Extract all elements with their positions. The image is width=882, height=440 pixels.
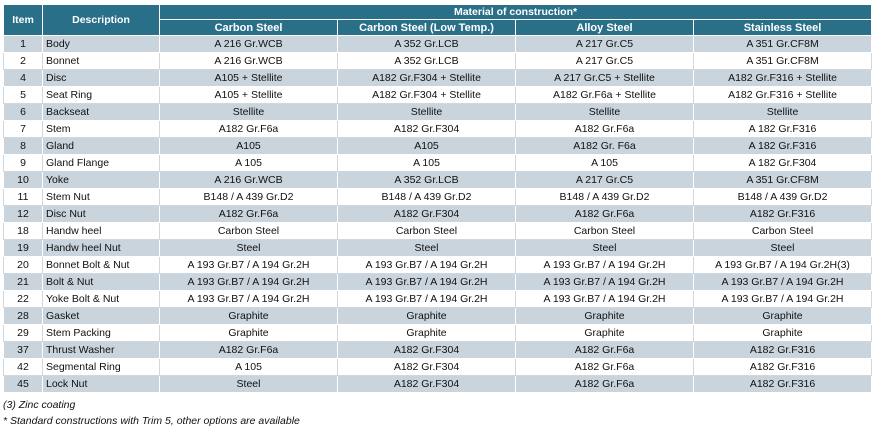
cell-material: A 193 Gr.B7 / A 194 Gr.2H <box>516 291 694 308</box>
cell-material: A 105 <box>160 359 338 376</box>
cell-item: 12 <box>4 206 43 223</box>
cell-material: Stellite <box>160 104 338 121</box>
table-row <box>4 342 872 359</box>
cell-item: 1 <box>4 36 43 53</box>
cell-material: A 193 Gr.B7 / A 194 Gr.2H <box>516 257 694 274</box>
cell-material: A 193 Gr.B7 / A 194 Gr.2H <box>338 291 516 308</box>
cell-material: A 182 Gr.F316 <box>694 138 872 155</box>
cell-item: 18 <box>4 223 43 240</box>
cell-description: Disc Nut <box>43 206 160 223</box>
cell-material: A 351 Gr.CF8M <box>694 36 872 53</box>
table-row <box>4 291 872 308</box>
cell-description: Thrust Washer <box>43 342 160 359</box>
cell-item: 2 <box>4 53 43 70</box>
cell-material: Graphite <box>338 308 516 325</box>
cell-item: 45 <box>4 376 43 393</box>
cell-item: 6 <box>4 104 43 121</box>
cell-material: B148 / A 439 Gr.D2 <box>160 189 338 206</box>
cell-material: A182 Gr.F316 <box>694 376 872 393</box>
cell-material: A 216 Gr.WCB <box>160 172 338 189</box>
cell-material: A 193 Gr.B7 / A 194 Gr.2H <box>160 274 338 291</box>
table-row <box>4 155 872 172</box>
cell-material: A182 Gr.F316 <box>694 359 872 376</box>
cell-material: A182 Gr.F6a <box>516 121 694 138</box>
cell-description: Bonnet Bolt & Nut <box>43 257 160 274</box>
note-standard-constructions: * Standard constructions with Trim 5, other options are available <box>3 415 300 427</box>
cell-material: A 352 Gr.LCB <box>338 172 516 189</box>
cell-material: A182 Gr.F304 <box>338 206 516 223</box>
cell-item: 11 <box>4 189 43 206</box>
cell-material: B148 / A 439 Gr.D2 <box>694 189 872 206</box>
cell-item: 37 <box>4 342 43 359</box>
header-stainless-steel: Stainless Steel <box>694 20 872 36</box>
cell-material: Graphite <box>694 325 872 342</box>
header-item: Item <box>4 5 43 36</box>
cell-item: 5 <box>4 87 43 104</box>
cell-material: A 351 Gr.CF8M <box>694 172 872 189</box>
cell-material: A182 Gr.F6a <box>516 342 694 359</box>
cell-material: A182 Gr.F6a + Stellite <box>516 87 694 104</box>
cell-material: A182 Gr.F6a <box>516 206 694 223</box>
cell-material: A182 Gr.F304 <box>338 121 516 138</box>
cell-material: A182 Gr.F6a <box>160 342 338 359</box>
table-row <box>4 87 872 104</box>
cell-material: A 193 Gr.B7 / A 194 Gr.2H <box>694 274 872 291</box>
cell-material: A 105 <box>160 155 338 172</box>
note-zinc-coating: (3) Zinc coating <box>3 399 76 411</box>
cell-material: Steel <box>338 240 516 257</box>
cell-material: A 193 Gr.B7 / A 194 Gr.2H <box>160 291 338 308</box>
table-row <box>4 240 872 257</box>
cell-description: Stem Packing <box>43 325 160 342</box>
cell-material: A 216 Gr.WCB <box>160 36 338 53</box>
cell-material: A105 <box>160 138 338 155</box>
cell-material: A 351 Gr.CF8M <box>694 53 872 70</box>
cell-material: A 105 <box>338 155 516 172</box>
cell-description: Bolt & Nut <box>43 274 160 291</box>
cell-material: A 217 Gr.C5 <box>516 172 694 189</box>
cell-item: 29 <box>4 325 43 342</box>
table-row <box>4 376 872 393</box>
header-alloy-steel: Alloy Steel <box>516 20 694 36</box>
cell-material: A182 Gr.F316 + Stellite <box>694 70 872 87</box>
cell-material: A 193 Gr.B7 / A 194 Gr.2H <box>338 257 516 274</box>
cell-material: A182 Gr.F6a <box>516 359 694 376</box>
cell-material: Stellite <box>338 104 516 121</box>
cell-material: A105 + Stellite <box>160 70 338 87</box>
cell-material: A182 Gr.F6a <box>516 376 694 393</box>
cell-material: A 217 Gr.C5 + Stellite <box>516 70 694 87</box>
cell-material: A 105 <box>516 155 694 172</box>
table-row <box>4 325 872 342</box>
cell-material: Steel <box>516 240 694 257</box>
cell-material: A 193 Gr.B7 / A 194 Gr.2H <box>160 257 338 274</box>
cell-description: Handw heel <box>43 223 160 240</box>
cell-material: Carbon Steel <box>338 223 516 240</box>
cell-description: Yoke Bolt & Nut <box>43 291 160 308</box>
cell-material: Steel <box>694 240 872 257</box>
cell-material: A182 Gr.F6a <box>160 206 338 223</box>
cell-description: Yoke <box>43 172 160 189</box>
cell-material: A 217 Gr.C5 <box>516 36 694 53</box>
cell-material: Carbon Steel <box>516 223 694 240</box>
cell-material: A 217 Gr.C5 <box>516 53 694 70</box>
cell-material: Graphite <box>160 325 338 342</box>
table-row <box>4 223 872 240</box>
cell-material: A 193 Gr.B7 / A 194 Gr.2H(3) <box>694 257 872 274</box>
cell-material: A182 Gr.F316 + Stellite <box>694 87 872 104</box>
cell-description: Gland Flange <box>43 155 160 172</box>
cell-description: Segmental Ring <box>43 359 160 376</box>
cell-description: Bonnet <box>43 53 160 70</box>
materials-table <box>3 4 872 393</box>
cell-material: A 193 Gr.B7 / A 194 Gr.2H <box>516 274 694 291</box>
cell-material: A 352 Gr.LCB <box>338 53 516 70</box>
cell-material: A 182 Gr.F316 <box>694 121 872 138</box>
cell-item: 9 <box>4 155 43 172</box>
cell-item: 20 <box>4 257 43 274</box>
table-row <box>4 53 872 70</box>
cell-item: 10 <box>4 172 43 189</box>
header-description: Description <box>43 5 160 36</box>
cell-material: B148 / A 439 Gr.D2 <box>338 189 516 206</box>
cell-material: Stellite <box>516 104 694 121</box>
table-row <box>4 257 872 274</box>
cell-item: 21 <box>4 274 43 291</box>
cell-material: A182 Gr.F316 <box>694 342 872 359</box>
cell-material: A 193 Gr.B7 / A 194 Gr.2H <box>338 274 516 291</box>
cell-item: 42 <box>4 359 43 376</box>
table-row <box>4 274 872 291</box>
cell-material: A 216 Gr.WCB <box>160 53 338 70</box>
cell-description: Stem <box>43 121 160 138</box>
cell-material: A 352 Gr.LCB <box>338 36 516 53</box>
cell-item: 22 <box>4 291 43 308</box>
cell-description: Backseat <box>43 104 160 121</box>
cell-material: A 193 Gr.B7 / A 194 Gr.2H <box>694 291 872 308</box>
cell-material: Carbon Steel <box>694 223 872 240</box>
cell-material: Steel <box>160 376 338 393</box>
cell-material: A 182 Gr.F304 <box>694 155 872 172</box>
cell-material: A182 Gr.F304 + Stellite <box>338 70 516 87</box>
table-row <box>4 104 872 121</box>
cell-material: Graphite <box>338 325 516 342</box>
table-row <box>4 189 872 206</box>
cell-item: 19 <box>4 240 43 257</box>
cell-material: B148 / A 439 Gr.D2 <box>516 189 694 206</box>
cell-description: Seat Ring <box>43 87 160 104</box>
cell-material: Carbon Steel <box>160 223 338 240</box>
cell-material: Graphite <box>516 308 694 325</box>
cell-material: Stellite <box>694 104 872 121</box>
table-row <box>4 36 872 53</box>
cell-material: A182 Gr.F304 <box>338 359 516 376</box>
table-row <box>4 121 872 138</box>
cell-material: Graphite <box>694 308 872 325</box>
cell-item: 8 <box>4 138 43 155</box>
cell-description: Gland <box>43 138 160 155</box>
cell-material: Steel <box>160 240 338 257</box>
cell-description: Disc <box>43 70 160 87</box>
cell-description: Stem Nut <box>43 189 160 206</box>
table-row <box>4 308 872 325</box>
cell-description: Gasket <box>43 308 160 325</box>
cell-material: Graphite <box>160 308 338 325</box>
cell-description: Body <box>43 36 160 53</box>
notes <box>3 397 871 429</box>
cell-material: A105 <box>338 138 516 155</box>
header-carbon-steel: Carbon Steel <box>160 20 338 36</box>
header-carbon-steel-low-temp: Carbon Steel (Low Temp.) <box>338 20 516 36</box>
cell-material: A182 Gr.F304 <box>338 342 516 359</box>
cell-material: A182 Gr.F316 <box>694 206 872 223</box>
materials-table-container <box>3 4 871 429</box>
table-body <box>4 36 872 393</box>
cell-description: Handw heel Nut <box>43 240 160 257</box>
header-material-group: Material of construction* <box>160 5 872 20</box>
cell-material: A182 Gr. F6a <box>516 138 694 155</box>
table-row <box>4 206 872 223</box>
table-row <box>4 138 872 155</box>
cell-item: 4 <box>4 70 43 87</box>
table-row <box>4 172 872 189</box>
table-row <box>4 359 872 376</box>
cell-material: A182 Gr.F304 <box>338 376 516 393</box>
cell-material: A105 + Stellite <box>160 87 338 104</box>
cell-item: 28 <box>4 308 43 325</box>
table-row <box>4 70 872 87</box>
cell-material: A182 Gr.F304 + Stellite <box>338 87 516 104</box>
cell-material: Graphite <box>516 325 694 342</box>
cell-item: 7 <box>4 121 43 138</box>
cell-material: A182 Gr.F6a <box>160 121 338 138</box>
cell-description: Lock Nut <box>43 376 160 393</box>
